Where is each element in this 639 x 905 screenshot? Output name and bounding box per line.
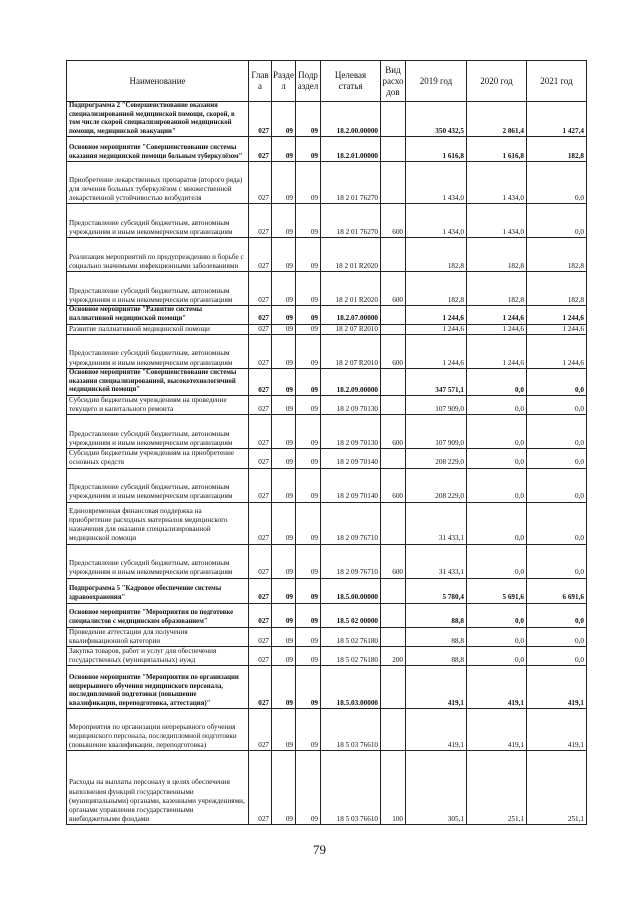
row-chapter: 027 [249,666,272,709]
row-target-article: 18.5 02 00000 [321,603,381,627]
row-value-2021: 6 691,6 [527,578,587,603]
table-row-program [67,102,587,137]
row-chapter: 027 [249,395,272,414]
row-value-2020: 0,0 [467,627,527,646]
table-row [67,415,587,449]
table-row [67,238,587,272]
row-chapter: 027 [249,751,272,825]
row-expense-type [381,627,406,646]
table-row [67,272,587,306]
row-value-2021: 419,1 [527,709,587,751]
row-section: 09 [272,544,296,578]
header-year-2020: 2020 год [467,61,527,102]
row-subsection: 09 [296,502,321,544]
row-expense-type [381,709,406,751]
page-number: 79 [313,842,326,857]
row-chapter: 027 [249,468,272,502]
row-value-2021: 1 244,6 [527,324,587,334]
row-section: 09 [272,627,296,646]
row-subsection: 09 [296,306,321,324]
table-row-program [67,666,587,709]
row-subsection: 09 [296,272,321,306]
row-expense-type [381,666,406,709]
table-row [67,627,587,646]
table-row-program [67,578,587,603]
row-value-2020: 251,1 [467,751,527,825]
row-expense-type: 600 [381,415,406,449]
row-value-2020: 182,8 [467,272,527,306]
row-expense-type [381,137,406,162]
row-chapter: 027 [249,544,272,578]
row-name: Основное мероприятие "Совершенствование системы оказания специализированной, высокотехнологичной медицинской помощи" [67,368,249,395]
row-name: Основное мероприятие "Развитие системы паллиативной медицинской помощи" [67,306,249,324]
row-chapter: 027 [249,137,272,162]
row-target-article: 18 2 09 70130 [321,395,381,414]
table-row [67,449,587,468]
row-target-article: 18.2.01.00000 [321,137,381,162]
row-section: 09 [272,324,296,334]
row-chapter: 027 [249,102,272,137]
row-value-2021: 0,0 [527,627,587,646]
row-name: Субсидии бюджетным учреждениям на приобретение основных средств [67,449,249,468]
row-section: 09 [272,395,296,414]
row-subsection: 09 [296,751,321,825]
row-value-2020: 419,1 [467,709,527,751]
table-row [67,324,587,334]
row-section: 09 [272,334,296,368]
row-expense-type [381,102,406,137]
row-subsection: 09 [296,578,321,603]
row-section: 09 [272,238,296,272]
row-expense-type [381,603,406,627]
row-name: Предоставление субсидий бюджетным, автономным учреждениям и иным некоммерческим организациям [67,468,249,502]
row-target-article: 18 2 01 76270 [321,162,381,204]
row-expense-type [381,162,406,204]
row-value-2020: 0,0 [467,395,527,414]
row-name: Основное мероприятие "Совершенствование системы оказания медицинской помощи больным туберкулёзом" [67,137,249,162]
row-section: 09 [272,415,296,449]
row-value-2021: 182,8 [527,238,587,272]
table-row-program [67,306,587,324]
row-value-2020: 5 691,6 [467,578,527,603]
row-chapter: 027 [249,204,272,238]
row-value-2019: 88,8 [406,646,467,665]
row-value-2019: 5 780,4 [406,578,467,603]
row-target-article: 18 2 01 R2020 [321,272,381,306]
row-target-article: 18 2 07 R2010 [321,334,381,368]
row-chapter: 027 [249,415,272,449]
row-target-article: 18.5.03.00000 [321,666,381,709]
row-value-2020: 1 244,6 [467,324,527,334]
row-target-article: 18 2 01 R2020 [321,238,381,272]
row-name: Основное мероприятие "Мероприятия по подготовке специалистов с медицинским образованием" [67,603,249,627]
row-value-2021: 0,0 [527,603,587,627]
row-subsection: 09 [296,449,321,468]
table-row [67,395,587,414]
header-name: Наименование [67,61,249,102]
row-value-2021: 0,0 [527,415,587,449]
row-value-2019: 31 433,1 [406,544,467,578]
row-expense-type [381,238,406,272]
row-name: Расходы на выплаты персоналу в целях обеспечения выполнения функций государственными (муниципальными) органами, казенными учреждениями, органами управления государственными внебюджетными фондами [67,751,249,825]
row-value-2019: 1 434,0 [406,204,467,238]
row-subsection: 09 [296,395,321,414]
row-value-2020: 0,0 [467,415,527,449]
table-row [67,204,587,238]
table-row [67,468,587,502]
row-name: Субсидии бюджетным учреждениям на проведение текущего и капитального ремонта [67,395,249,414]
row-target-article: 18 2 09 70140 [321,449,381,468]
row-value-2020: 2 861,4 [467,102,527,137]
row-subsection: 09 [296,102,321,137]
row-target-article: 18.5.00.00000 [321,578,381,603]
row-section: 09 [272,578,296,603]
table-row [67,646,587,665]
row-value-2020: 1 434,0 [467,204,527,238]
row-name: Проведение аттестации для получения квалификационной категории [67,627,249,646]
row-section: 09 [272,709,296,751]
row-subsection: 09 [296,324,321,334]
row-value-2021: 0,0 [527,646,587,665]
table-row [67,751,587,825]
row-name: Основное мероприятие "Мероприятия по организации непрерывного обучения медицинского персонала, последипломной подготовки (повышение квалификации, переподготовка, аттестация)" [67,666,249,709]
row-value-2020: 0,0 [467,368,527,395]
row-subsection: 09 [296,666,321,709]
row-value-2020: 0,0 [467,603,527,627]
row-expense-type: 600 [381,204,406,238]
row-target-article: 18 2 09 70140 [321,468,381,502]
row-value-2019: 88,8 [406,603,467,627]
row-target-article: 18 2 09 76710 [321,544,381,578]
row-value-2020: 1 244,6 [467,334,527,368]
row-section: 09 [272,204,296,238]
row-expense-type: 600 [381,468,406,502]
row-subsection: 09 [296,137,321,162]
row-value-2021: 1 244,6 [527,334,587,368]
row-value-2019: 107 909,0 [406,415,467,449]
row-value-2019: 347 571,1 [406,368,467,395]
table-row [67,162,587,204]
row-value-2021: 0,0 [527,368,587,395]
row-section: 09 [272,468,296,502]
row-value-2021: 1 244,6 [527,306,587,324]
row-name: Мероприятия по организации непрерывного обучения медицинского персонала, последипломной подготовки (повышение квалификации, переподготовка) [67,709,249,751]
row-section: 09 [272,162,296,204]
row-subsection: 09 [296,709,321,751]
row-value-2020: 1 616,8 [467,137,527,162]
row-name: Закупка товаров, работ и услуг для обеспечения государственных (муниципальных) нужд [67,646,249,665]
row-name: Приобретение лекарственных препаратов (второго ряда) для лечения больных туберкулёзом с множественной лекарственной устойчивостью возбудителя [67,162,249,204]
row-expense-type [381,502,406,544]
row-value-2019: 182,8 [406,238,467,272]
row-value-2019: 182,8 [406,272,467,306]
row-value-2019: 419,1 [406,666,467,709]
row-section: 09 [272,449,296,468]
row-value-2021: 1 427,4 [527,102,587,137]
row-name: Подпрограмма 5 "Кадровое обеспечение системы здравоохранения" [67,578,249,603]
row-target-article: 18 2 09 76710 [321,502,381,544]
row-value-2019: 208 229,0 [406,468,467,502]
row-section: 09 [272,306,296,324]
row-value-2020: 0,0 [467,502,527,544]
row-subsection: 09 [296,544,321,578]
row-expense-type [381,324,406,334]
row-name: Предоставление субсидий бюджетным, автономным учреждениям и иным некоммерческим организациям [67,334,249,368]
budget-table [66,60,587,825]
row-subsection: 09 [296,204,321,238]
row-value-2020: 419,1 [467,666,527,709]
row-section: 09 [272,603,296,627]
row-chapter: 027 [249,368,272,395]
table-row-program [67,137,587,162]
row-expense-type [381,578,406,603]
row-expense-type: 200 [381,646,406,665]
table-row [67,334,587,368]
header-chapter: Глав а [249,61,272,102]
row-value-2020: 0,0 [467,468,527,502]
row-chapter: 027 [249,627,272,646]
row-chapter: 027 [249,306,272,324]
row-expense-type [381,449,406,468]
row-expense-type: 600 [381,272,406,306]
row-subsection: 09 [296,162,321,204]
row-subsection: 09 [296,334,321,368]
row-value-2020: 0,0 [467,544,527,578]
row-value-2021: 0,0 [527,468,587,502]
row-section: 09 [272,502,296,544]
row-section: 09 [272,751,296,825]
header-subsection: Подр аздел [296,61,321,102]
row-value-2019: 88,8 [406,627,467,646]
row-value-2019: 350 432,5 [406,102,467,137]
table-row [67,502,587,544]
row-expense-type: 600 [381,334,406,368]
row-target-article: 18 2 07 R2010 [321,324,381,334]
row-name: Предоставление субсидий бюджетным, автономным учреждениям и иным некоммерческим организациям [67,272,249,306]
row-value-2019: 1 616,8 [406,137,467,162]
row-expense-type [381,395,406,414]
row-target-article: 18.2.00.00000 [321,102,381,137]
row-name: Реализация мероприятий по предупреждению и борьбе с социально значимыми инфекционными заболеваниями [67,238,249,272]
header-year-2019: 2019 год [406,61,467,102]
table-row [67,709,587,751]
row-name: Развитие паллиативной медицинской помощи [67,324,249,334]
row-value-2019: 1 244,6 [406,334,467,368]
table-row [67,544,587,578]
row-value-2021: 251,1 [527,751,587,825]
row-value-2019: 419,1 [406,709,467,751]
row-chapter: 027 [249,449,272,468]
row-target-article: 18 5 03 76610 [321,709,381,751]
row-chapter: 027 [249,334,272,368]
row-name: Подпрограмма 2 "Совершенствование оказания специализированной медицинской помощи, скорой, в том числе скорой специализированной медицинской помощи, медицинской эвакуации" [67,102,249,137]
row-expense-type: 600 [381,544,406,578]
row-value-2021: 0,0 [527,162,587,204]
row-name: Предоставление субсидий бюджетным, автономным учреждениям и иным некоммерческим организациям [67,415,249,449]
row-value-2021: 182,8 [527,137,587,162]
row-chapter: 027 [249,324,272,334]
row-name: Предоставление субсидий бюджетным, автономным учреждениям и иным некоммерческим организациям [67,204,249,238]
table-header-row [67,61,587,102]
row-value-2020: 1 434,0 [467,162,527,204]
row-value-2020: 0,0 [467,646,527,665]
header-expense-type: Вид расхо дов [381,61,406,102]
row-value-2019: 1 434,0 [406,162,467,204]
row-subsection: 09 [296,468,321,502]
row-target-article: 18 5 02 76180 [321,627,381,646]
row-chapter: 027 [249,646,272,665]
row-value-2020: 0,0 [467,449,527,468]
row-subsection: 09 [296,603,321,627]
row-value-2019: 208 229,0 [406,449,467,468]
row-name: Предоставление субсидий бюджетным, автономным учреждениям и иным некоммерческим организациям [67,544,249,578]
row-value-2021: 0,0 [527,449,587,468]
row-value-2019: 1 244,6 [406,306,467,324]
header-target-article: Целевая статья [321,61,381,102]
row-value-2021: 0,0 [527,204,587,238]
row-target-article: 18 5 02 76180 [321,646,381,665]
row-chapter: 027 [249,238,272,272]
row-value-2020: 1 244,6 [467,306,527,324]
table-row-program [67,603,587,627]
row-value-2021: 0,0 [527,395,587,414]
row-value-2021: 419,1 [527,666,587,709]
row-section: 09 [272,368,296,395]
row-chapter: 027 [249,502,272,544]
budget-table-sheet [66,60,586,825]
row-target-article: 18.2.09.00000 [321,368,381,395]
header-year-2021: 2021 год [527,61,587,102]
row-value-2019: 305,1 [406,751,467,825]
row-subsection: 09 [296,415,321,449]
row-section: 09 [272,666,296,709]
row-target-article: 18 5 03 76610 [321,751,381,825]
row-chapter: 027 [249,272,272,306]
row-chapter: 027 [249,578,272,603]
row-section: 09 [272,272,296,306]
row-value-2021: 0,0 [527,544,587,578]
row-section: 09 [272,646,296,665]
row-subsection: 09 [296,238,321,272]
row-value-2019: 107 909,0 [406,395,467,414]
row-value-2019: 1 244,6 [406,324,467,334]
row-section: 09 [272,137,296,162]
row-value-2021: 182,8 [527,272,587,306]
row-expense-type [381,306,406,324]
row-target-article: 18.2.07.00000 [321,306,381,324]
row-chapter: 027 [249,603,272,627]
row-expense-type: 100 [381,751,406,825]
row-target-article: 18 2 09 70130 [321,415,381,449]
header-section: Разде л [272,61,296,102]
row-subsection: 09 [296,368,321,395]
row-subsection: 09 [296,646,321,665]
row-value-2021: 0,0 [527,502,587,544]
row-target-article: 18 2 01 76270 [321,204,381,238]
row-section: 09 [272,102,296,137]
row-name: Единовременная финансовая поддержка на приобретение расходных материалов медицинского назначения для оказания специализированной медицинской помощи [67,502,249,544]
row-chapter: 027 [249,709,272,751]
row-subsection: 09 [296,627,321,646]
row-value-2019: 31 433,1 [406,502,467,544]
row-value-2020: 182,8 [467,238,527,272]
table-row-program [67,368,587,395]
row-expense-type [381,368,406,395]
row-chapter: 027 [249,162,272,204]
